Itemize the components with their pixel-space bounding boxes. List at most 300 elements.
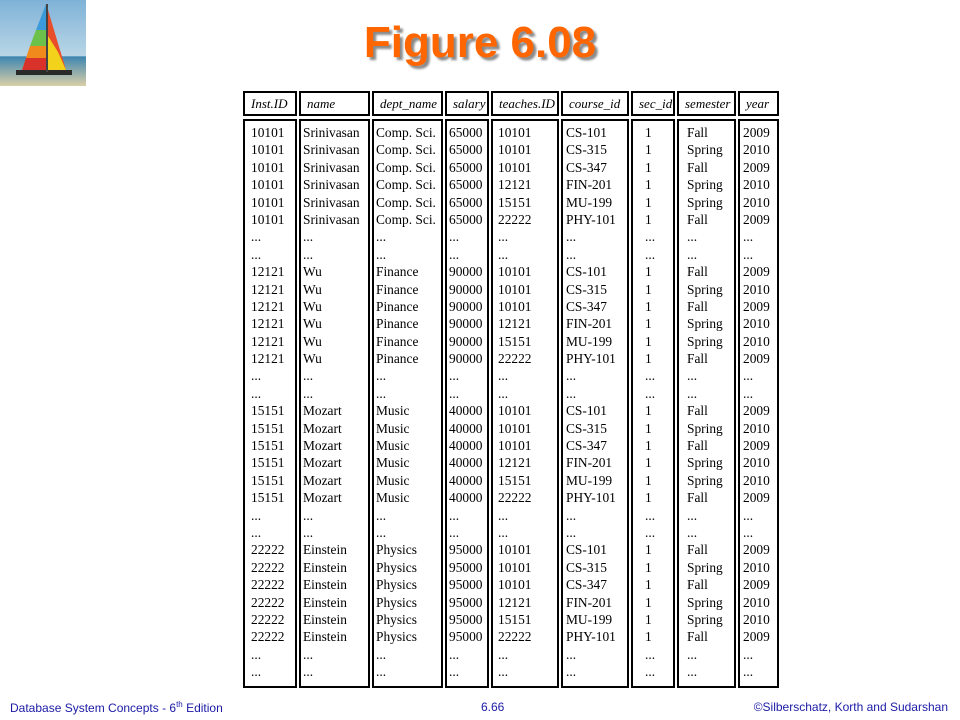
table-cell: 95000 xyxy=(449,629,483,645)
table-cell: ... xyxy=(566,507,577,523)
table-cell: 15151 xyxy=(251,490,285,506)
table-cell: Physics xyxy=(376,629,417,645)
table-cell: 15151 xyxy=(498,194,532,210)
table-cell: 1 xyxy=(645,298,652,314)
table-cell: 12121 xyxy=(498,455,532,471)
table-cell: 12121 xyxy=(251,351,285,367)
table-cell: Einstein xyxy=(303,611,347,627)
table-cell: 12121 xyxy=(251,264,285,280)
table-cell: Fall xyxy=(687,403,708,419)
table-cell: 2009 xyxy=(743,629,770,645)
table-cell: Spring xyxy=(687,472,723,488)
table-cell: 40000 xyxy=(449,490,483,506)
table-cell: Einstein xyxy=(303,577,347,593)
table-cell: 1 xyxy=(645,629,652,645)
table-cell: 10101 xyxy=(251,194,285,210)
table-cell: ... xyxy=(303,524,314,540)
table-cell: Fall xyxy=(687,490,708,506)
table-cell: ... xyxy=(251,524,262,540)
table-cell: ... xyxy=(743,368,754,384)
table-cell: ... xyxy=(303,385,314,401)
table-cell: 2009 xyxy=(743,298,770,314)
table-cell: ... xyxy=(645,246,656,262)
table-cell: CS-347 xyxy=(566,159,607,175)
table-cell: ... xyxy=(687,524,698,540)
table-cell: Wu xyxy=(303,351,322,367)
table-cell: 90000 xyxy=(449,298,483,314)
table-cell: ... xyxy=(687,229,698,245)
table-cell: ... xyxy=(376,246,387,262)
table-cell: Srinivasan xyxy=(303,177,360,193)
table-cell: ... xyxy=(376,646,387,662)
table-cell: 95000 xyxy=(449,542,483,558)
header-teaches-id: teaches.ID xyxy=(491,91,559,116)
table-cell: ... xyxy=(687,664,698,680)
footer-edition-suffix: Edition xyxy=(182,701,223,715)
header-course-id: course_id xyxy=(561,91,629,116)
table-cell: ... xyxy=(743,507,754,523)
table-cell: Music xyxy=(376,403,410,419)
table-cell: Fall xyxy=(687,351,708,367)
column-name xyxy=(299,119,370,688)
table-cell: 1 xyxy=(645,438,652,454)
table-cell: CS-347 xyxy=(566,438,607,454)
table-cell: 2009 xyxy=(743,438,770,454)
table-cell: ... xyxy=(449,664,460,680)
table-cell: 95000 xyxy=(449,594,483,610)
table-cell: Srinivasan xyxy=(303,142,360,158)
table-cell: ... xyxy=(645,368,656,384)
table-cell: ... xyxy=(566,524,577,540)
table-cell: ... xyxy=(376,524,387,540)
table-cell: 15151 xyxy=(251,420,285,436)
table-cell: 10101 xyxy=(498,264,532,280)
table-cell: Spring xyxy=(687,142,723,158)
table-cell: 15151 xyxy=(498,333,532,349)
table-cell: Mozart xyxy=(303,438,342,454)
table-cell: 1 xyxy=(645,281,652,297)
table-cell: MU-199 xyxy=(566,472,613,488)
table-cell: ... xyxy=(645,664,656,680)
table-cell: 95000 xyxy=(449,577,483,593)
table-cell: ... xyxy=(743,385,754,401)
table-cell: 2010 xyxy=(743,420,770,436)
table-cell: 10101 xyxy=(251,125,285,140)
table-cell: Wu xyxy=(303,298,322,314)
table-cell: Pinance xyxy=(376,351,419,367)
table-cell: ... xyxy=(376,664,387,680)
table-cell: 1 xyxy=(645,333,652,349)
table-cell: 1 xyxy=(645,420,652,436)
table-cell: ... xyxy=(449,646,460,662)
header-inst-id: Inst.ID xyxy=(243,91,297,116)
table-cell: Pinance xyxy=(376,316,419,332)
table-cell: 10101 xyxy=(251,142,285,158)
table-cell: 12121 xyxy=(251,333,285,349)
slide-footer xyxy=(0,700,960,718)
table-cell: CS-315 xyxy=(566,281,607,297)
table-cell: Spring xyxy=(687,281,723,297)
table-cell: ... xyxy=(449,246,460,262)
table-cell: Wu xyxy=(303,281,322,297)
table-cell: 10101 xyxy=(251,159,285,175)
table-cell: ... xyxy=(376,229,387,245)
table-cell: 65000 xyxy=(449,159,483,175)
table-cell: MU-199 xyxy=(566,333,613,349)
table-cell: 1 xyxy=(645,594,652,610)
table-cell: ... xyxy=(498,524,509,540)
table-cell: ... xyxy=(303,246,314,262)
table-cell: 1 xyxy=(645,211,652,227)
table-cell: ... xyxy=(498,246,509,262)
table-cell: Einstein xyxy=(303,559,347,575)
table-cell: 95000 xyxy=(449,611,483,627)
table-cell: Fall xyxy=(687,264,708,280)
table-cell: FIN-201 xyxy=(566,455,613,471)
table-cell: ... xyxy=(303,229,314,245)
table-cell: CS-347 xyxy=(566,298,607,314)
table-cell: 2010 xyxy=(743,594,770,610)
footer-edition-sup: th xyxy=(176,700,183,709)
table-cell: Physics xyxy=(376,542,417,558)
table-cell: ... xyxy=(743,246,754,262)
table-cell: ... xyxy=(687,246,698,262)
table-cell: 1 xyxy=(645,159,652,175)
table-cell: 65000 xyxy=(449,125,483,140)
table-cell: ... xyxy=(376,507,387,523)
table-cell: CS-101 xyxy=(566,542,607,558)
table-cell: ... xyxy=(376,385,387,401)
table-cell: PHY-101 xyxy=(566,211,616,227)
column-teaches-id xyxy=(491,119,559,688)
table-cell: Comp. Sci. xyxy=(376,211,436,227)
table-cell: 40000 xyxy=(449,455,483,471)
table-cell: Einstein xyxy=(303,542,347,558)
table-cell: 90000 xyxy=(449,351,483,367)
table-cell: 10101 xyxy=(498,420,532,436)
table-cell: 65000 xyxy=(449,142,483,158)
table-cell: Wu xyxy=(303,316,322,332)
table-cell: 10101 xyxy=(498,403,532,419)
column-year xyxy=(738,119,779,688)
table-cell: ... xyxy=(687,646,698,662)
table-cell: 2009 xyxy=(743,490,770,506)
header-salary: salary xyxy=(445,91,489,116)
table-cell: 22222 xyxy=(251,594,285,610)
table-cell: ... xyxy=(645,229,656,245)
header-name: name xyxy=(299,91,370,116)
table-cell: ... xyxy=(566,664,577,680)
table-cell: ... xyxy=(251,646,262,662)
table-cell: Fall xyxy=(687,159,708,175)
table-cell: 1 xyxy=(645,542,652,558)
table-cell: Mozart xyxy=(303,490,342,506)
table-cell: 40000 xyxy=(449,472,483,488)
table-cell: Pinance xyxy=(376,298,419,314)
table-cell: ... xyxy=(645,524,656,540)
header-dept-name: dept_name xyxy=(372,91,443,116)
table-cell: ... xyxy=(498,385,509,401)
table-cell: Spring xyxy=(687,611,723,627)
table-cell: ... xyxy=(449,507,460,523)
table-cell: 10101 xyxy=(251,177,285,193)
table-cell: ... xyxy=(743,229,754,245)
table-cell: Wu xyxy=(303,333,322,349)
table-cell: 10101 xyxy=(498,281,532,297)
table-cell: 65000 xyxy=(449,211,483,227)
table-cell: Spring xyxy=(687,316,723,332)
table-cell: 90000 xyxy=(449,281,483,297)
table-cell: Spring xyxy=(687,177,723,193)
table-cell: 15151 xyxy=(251,438,285,454)
table-cell: 15151 xyxy=(498,472,532,488)
column-sec-id xyxy=(631,119,675,688)
table-cell: 2009 xyxy=(743,351,770,367)
table-cell: ... xyxy=(743,524,754,540)
header-sec-id: sec_id xyxy=(631,91,675,116)
footer-page-number: 6.66 xyxy=(481,700,505,714)
table-cell: 2009 xyxy=(743,542,770,558)
table-cell: 22222 xyxy=(498,211,532,227)
table-cell: ... xyxy=(645,507,656,523)
table-cell: ... xyxy=(251,246,262,262)
table-cell: ... xyxy=(498,229,509,245)
table-body xyxy=(243,119,781,688)
table-cell: Spring xyxy=(687,559,723,575)
table-cell: ... xyxy=(687,368,698,384)
table-cell: 2009 xyxy=(743,403,770,419)
table-header-row xyxy=(243,91,781,116)
table-cell: 90000 xyxy=(449,264,483,280)
table-cell: 12121 xyxy=(251,281,285,297)
table-cell: 15151 xyxy=(251,455,285,471)
table-cell: CS-315 xyxy=(566,559,607,575)
column-course-id xyxy=(561,119,629,688)
table-cell: 15151 xyxy=(251,403,285,419)
table-cell: 1 xyxy=(645,577,652,593)
table-cell: Fall xyxy=(687,542,708,558)
table-cell: ... xyxy=(303,507,314,523)
table-cell: CS-101 xyxy=(566,264,607,280)
table-cell: 12121 xyxy=(498,316,532,332)
table-cell: 2009 xyxy=(743,125,770,140)
table-cell: 10101 xyxy=(251,211,285,227)
table-cell: 12121 xyxy=(498,177,532,193)
table-cell: Music xyxy=(376,490,410,506)
footer-book-title xyxy=(10,700,223,715)
table-cell: ... xyxy=(743,664,754,680)
table-cell: 10101 xyxy=(498,438,532,454)
table-cell: Comp. Sci. xyxy=(376,125,436,140)
table-cell: Srinivasan xyxy=(303,211,360,227)
column-semester xyxy=(677,119,736,688)
table-cell: 1 xyxy=(645,142,652,158)
table-cell: 10101 xyxy=(498,159,532,175)
table-cell: ... xyxy=(449,368,460,384)
table-cell: ... xyxy=(645,646,656,662)
table-cell: Finance xyxy=(376,333,419,349)
table-cell: 10101 xyxy=(498,298,532,314)
table-cell: 1 xyxy=(645,125,652,140)
table-cell: CS-315 xyxy=(566,142,607,158)
table-cell: 2009 xyxy=(743,264,770,280)
table-cell: Comp. Sci. xyxy=(376,159,436,175)
table-cell: 2009 xyxy=(743,159,770,175)
table-cell: Comp. Sci. xyxy=(376,194,436,210)
table-cell: 15151 xyxy=(251,472,285,488)
table-cell: ... xyxy=(566,385,577,401)
table-cell: MU-199 xyxy=(566,611,613,627)
table-cell: 22222 xyxy=(498,629,532,645)
table-cell: ... xyxy=(645,385,656,401)
table-cell: Mozart xyxy=(303,420,342,436)
table-cell: 1 xyxy=(645,490,652,506)
table-cell: 1 xyxy=(645,559,652,575)
table-cell: 1 xyxy=(645,455,652,471)
table-cell: 2010 xyxy=(743,559,770,575)
table-cell: Physics xyxy=(376,577,417,593)
table-cell: Fall xyxy=(687,577,708,593)
table-cell: 12121 xyxy=(251,298,285,314)
table-cell: Mozart xyxy=(303,455,342,471)
table-cell: Spring xyxy=(687,594,723,610)
table-cell: Fall xyxy=(687,125,708,140)
table-cell: ... xyxy=(566,368,577,384)
table-cell: Music xyxy=(376,438,410,454)
column-salary xyxy=(445,119,489,688)
table-cell: 90000 xyxy=(449,316,483,332)
table-cell: ... xyxy=(498,368,509,384)
table-cell: 2010 xyxy=(743,333,770,349)
table-cell: ... xyxy=(251,229,262,245)
table-cell: Finance xyxy=(376,281,419,297)
table-cell: 65000 xyxy=(449,194,483,210)
table-cell: ... xyxy=(687,385,698,401)
table-cell: Spring xyxy=(687,333,723,349)
table-cell: Fall xyxy=(687,629,708,645)
table-cell: 22222 xyxy=(251,577,285,593)
header-semester: semester xyxy=(677,91,736,116)
table-cell: 22222 xyxy=(251,629,285,645)
column-dept-name xyxy=(372,119,443,688)
table-cell: 2010 xyxy=(743,177,770,193)
table-cell: 22222 xyxy=(498,490,532,506)
table-cell: Srinivasan xyxy=(303,125,360,140)
table-cell: 1 xyxy=(645,177,652,193)
table-cell: 40000 xyxy=(449,420,483,436)
footer-book-title-text: Database System Concepts - 6 xyxy=(10,701,177,715)
table-cell: Mozart xyxy=(303,403,342,419)
table-cell: 2010 xyxy=(743,611,770,627)
table-cell: FIN-201 xyxy=(566,594,613,610)
table-cell: Mozart xyxy=(303,472,342,488)
relation-table xyxy=(243,91,781,688)
table-cell: Srinivasan xyxy=(303,159,360,175)
table-cell: 2009 xyxy=(743,211,770,227)
table-cell: 10101 xyxy=(498,125,532,140)
table-cell: Physics xyxy=(376,611,417,627)
table-cell: ... xyxy=(566,246,577,262)
table-cell: 1 xyxy=(645,194,652,210)
table-cell: Music xyxy=(376,455,410,471)
table-cell: ... xyxy=(566,229,577,245)
table-cell: CS-315 xyxy=(566,420,607,436)
table-cell: 10101 xyxy=(498,559,532,575)
table-cell: Comp. Sci. xyxy=(376,142,436,158)
table-cell: 1 xyxy=(645,264,652,280)
table-cell: 2010 xyxy=(743,142,770,158)
table-cell: 40000 xyxy=(449,438,483,454)
table-cell: Spring xyxy=(687,194,723,210)
table-cell: Srinivasan xyxy=(303,194,360,210)
table-cell: 40000 xyxy=(449,403,483,419)
slide-title: Figure 6.08 xyxy=(363,18,597,67)
table-cell: 2010 xyxy=(743,316,770,332)
table-cell: 1 xyxy=(645,611,652,627)
table-cell: 22222 xyxy=(498,351,532,367)
table-cell: MU-199 xyxy=(566,194,613,210)
table-cell: Finance xyxy=(376,264,419,280)
table-cell: 1 xyxy=(645,351,652,367)
table-cell: 65000 xyxy=(449,177,483,193)
table-cell: CS-347 xyxy=(566,577,607,593)
table-cell: 15151 xyxy=(498,611,532,627)
table-cell: 10101 xyxy=(498,142,532,158)
table-cell: 2010 xyxy=(743,281,770,297)
table-cell: Wu xyxy=(303,264,322,280)
table-cell: ... xyxy=(251,507,262,523)
table-cell: 2009 xyxy=(743,577,770,593)
table-cell: ... xyxy=(449,524,460,540)
table-cell: 2010 xyxy=(743,472,770,488)
table-cell: PHY-101 xyxy=(566,629,616,645)
table-cell: ... xyxy=(303,664,314,680)
table-cell: Fall xyxy=(687,438,708,454)
table-cell: ... xyxy=(498,507,509,523)
table-cell: 22222 xyxy=(251,542,285,558)
table-cell: 95000 xyxy=(449,559,483,575)
table-cell: ... xyxy=(566,646,577,662)
table-cell: Fall xyxy=(687,211,708,227)
table-cell: Music xyxy=(376,420,410,436)
table-cell: 1 xyxy=(645,316,652,332)
table-cell: 22222 xyxy=(251,559,285,575)
table-cell: ... xyxy=(687,507,698,523)
table-cell: Music xyxy=(376,472,410,488)
table-cell: Comp. Sci. xyxy=(376,177,436,193)
table-cell: 2010 xyxy=(743,455,770,471)
table-cell: 22222 xyxy=(251,611,285,627)
table-cell: 12121 xyxy=(498,594,532,610)
table-cell: PHY-101 xyxy=(566,490,616,506)
table-cell: 1 xyxy=(645,403,652,419)
table-cell: ... xyxy=(303,646,314,662)
table-cell: PHY-101 xyxy=(566,351,616,367)
header-year: year xyxy=(738,91,779,116)
table-cell: Spring xyxy=(687,420,723,436)
table-cell: ... xyxy=(449,229,460,245)
table-cell: CS-101 xyxy=(566,403,607,419)
table-cell: 2010 xyxy=(743,194,770,210)
table-cell: ... xyxy=(303,368,314,384)
table-cell: 10101 xyxy=(498,542,532,558)
table-cell: 12121 xyxy=(251,316,285,332)
table-cell: ... xyxy=(449,385,460,401)
table-cell: Physics xyxy=(376,594,417,610)
table-cell: 10101 xyxy=(498,577,532,593)
table-cell: FIN-201 xyxy=(566,177,613,193)
table-cell: Spring xyxy=(687,455,723,471)
